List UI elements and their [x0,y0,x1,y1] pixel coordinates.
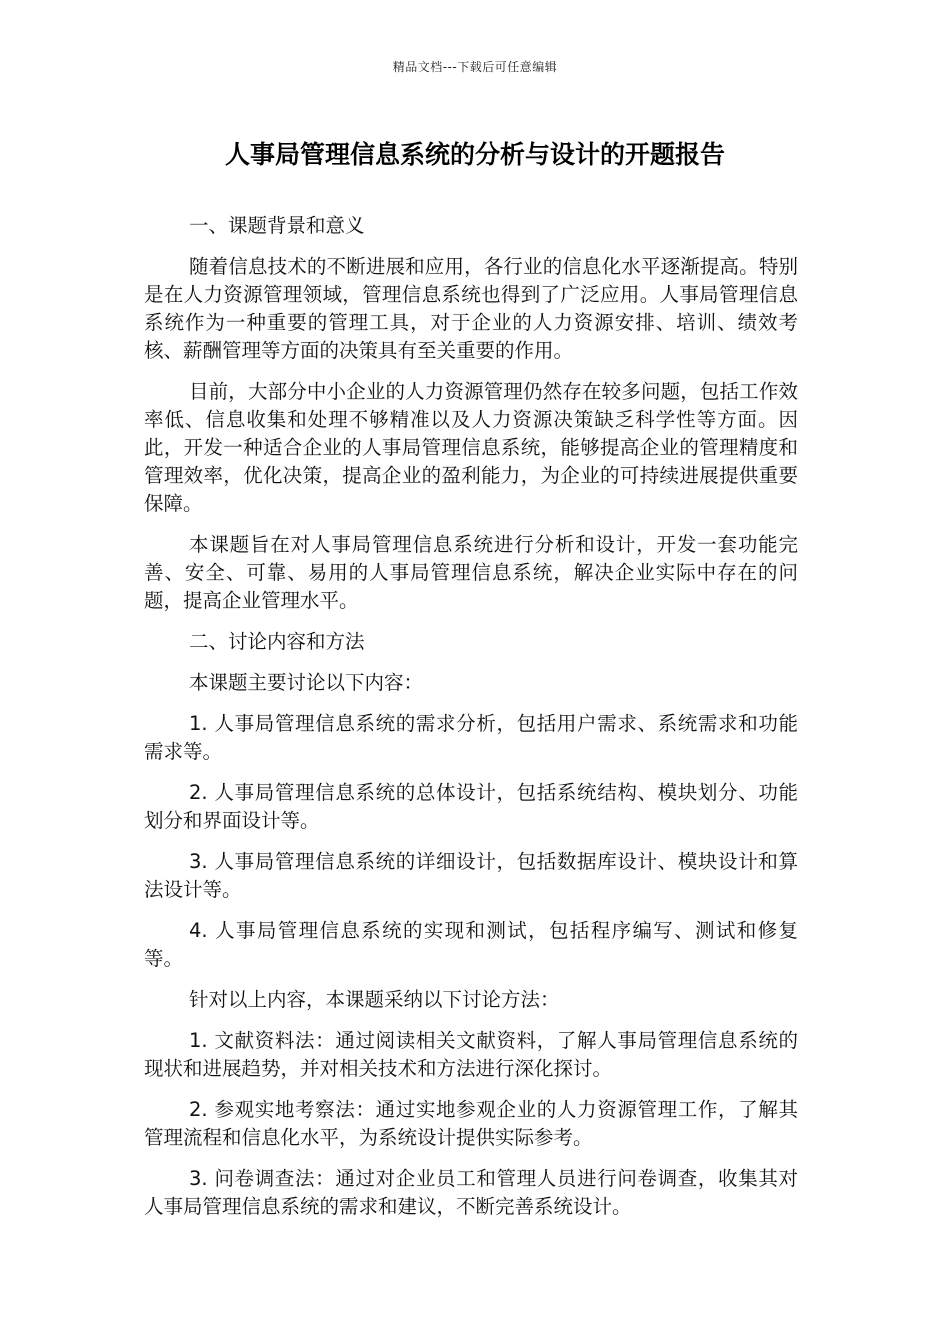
paragraph-background-1: 随着信息技术的不断进展和应用，各行业的信息化水平逐渐提高。特别是在人力资源管理领域，管理信息系统也得到了广泛应用。人事局管理信息系统作为一种重要的管理工具，对于企业的人力资源安排、培训、绩效考核、薪酬管理等方面的决策具有至关重要的作用。 [144,255,798,362]
list-item-method-1: 1. 文献资料法：通过阅读相关文献资料，了解人事局管理信息系统的现状和进展趋势，并对相关技术和方法进行深化探讨。 [144,1029,798,1080]
paragraph-methods-intro: 针对以上内容，本课题采纳以下讨论方法： [189,988,560,1011]
paragraph-content-intro: 本课题主要讨论以下内容： [189,671,424,694]
list-item-content-4: 4. 人事局管理信息系统的实现和测试，包括程序编写、测试和修复等。 [144,919,798,970]
section-heading-content-methods: 二、讨论内容和方法 [189,630,365,653]
header-note: 精品文档---下载后可任意编辑 [392,60,558,74]
paragraph-background-2: 目前，大部分中小企业的人力资源管理仍然存在较多问题，包括工作效率低、信息收集和处理不够精准以及人力资源决策缺乏科学性等方面。因此，开发一种适合企业的人事局管理信息系统，能够提高企业的管理精度和管理效率，优化决策，提高企业的盈利能力，为企业的可持续进展提供重要保障。 [144,380,798,515]
list-item-content-1: 1. 人事局管理信息系统的需求分析，包括用户需求、系统需求和功能需求等。 [144,712,798,763]
list-item-method-2: 2. 参观实地考察法：通过实地参观企业的人力资源管理工作，了解其管理流程和信息化水平，为系统设计提供实际参考。 [144,1098,798,1149]
section-heading-background: 一、课题背景和意义 [189,214,365,237]
document-title: 人事局管理信息系统的分析与设计的开题报告 [224,140,725,169]
document-body [144,212,798,1234]
list-item-content-3: 3. 人事局管理信息系统的详细设计，包括数据库设计、模块设计和算法设计等。 [144,850,798,901]
list-item-method-3: 3. 问卷调查法：通过对企业员工和管理人员进行问卷调查，收集其对人事局管理信息系统的需求和建议，不断完善系统设计。 [144,1167,798,1218]
paragraph-background-3: 本课题旨在对人事局管理信息系统进行分析和设计，开发一套功能完善、安全、可靠、易用的人事局管理信息系统，解决企业实际中存在的问题，提高企业管理水平。 [144,533,798,612]
list-item-content-2: 2. 人事局管理信息系统的总体设计，包括系统结构、模块划分、功能划分和界面设计等。 [144,781,798,832]
